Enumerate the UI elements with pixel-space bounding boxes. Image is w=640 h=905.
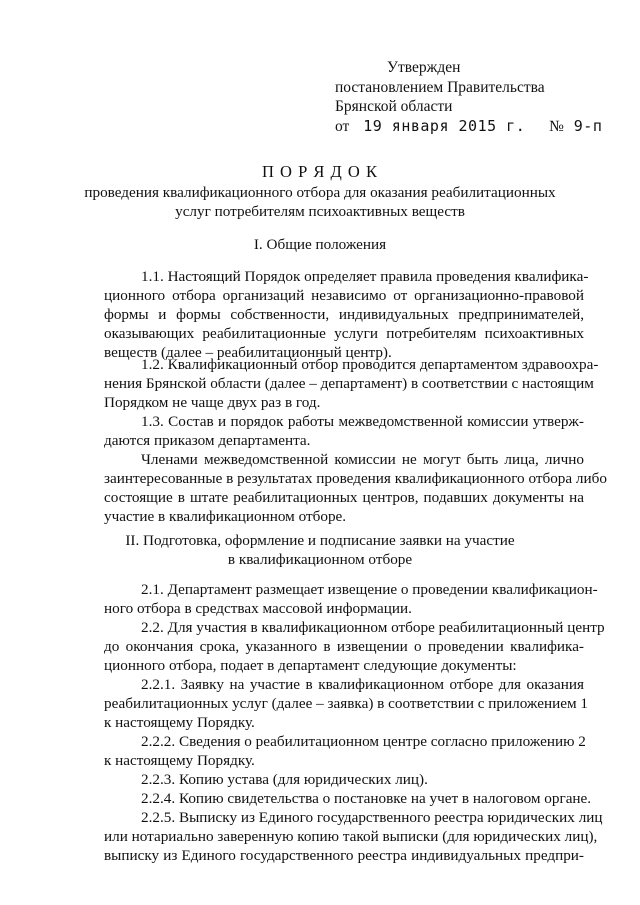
paragraph-line: 2.2.4. Копию свидетельства о постановке на учет в налоговом органе.: [141, 790, 592, 807]
handwritten-number: 9-п: [573, 116, 603, 135]
paragraph-line: 1.1. Настоящий Порядок определяет правила проведения квалифика-: [141, 268, 589, 285]
paragraph-line: или нотариально заверенную копию такой выписки (для юридических лиц),: [104, 828, 598, 845]
paragraph-line: выписку из Единого государственного реестра индивидуальных предпри-: [104, 847, 584, 864]
paragraph-line: даются приказом департамента.: [104, 432, 311, 449]
approval-line-approved: Утвержден: [387, 59, 461, 76]
paragraph-line: состоящие в штате реабилитационных центров, подавших документы на: [104, 489, 584, 506]
paragraph-line: ционного отбора, подает в департамент следующие документы:: [104, 657, 517, 674]
section-2-heading-line-1: II. Подготовка, оформление и подписание заявки на участие: [125, 532, 515, 549]
handwritten-date: 19 января 2015 г.: [363, 116, 526, 135]
paragraph-line: 1.2. Квалификационный отбор проводится департаментом здравоохра-: [141, 356, 599, 373]
paragraph-line: 2.2.2. Сведения о реабилитационном центре согласно приложению 2: [141, 733, 586, 750]
paragraph-line: заинтересованные в результатах проведения квалификационного отбора либо: [104, 470, 607, 487]
approval-line-resolution: постановлением Правительства: [335, 78, 545, 96]
paragraph-line: формы и формы собственности, индивидуальных предпринимателей,: [104, 306, 584, 323]
paragraph-line: ционного отбора организаций независимо от организационно-правовой: [104, 287, 584, 304]
approval-stamp: [335, 58, 602, 136]
paragraph-line: оказывающих реабилитационные услуги потребителям психоактивных: [104, 325, 584, 342]
paragraph-line: 2.2. Для участия в квалификационном отборе реабилитационный центр: [141, 619, 605, 636]
paragraph-line: 2.1. Департамент размещает извещение о проведении квалификацион-: [141, 581, 598, 598]
paragraph-line: реабилитационных услуг (далее – заявка) в соответствии с приложением 1: [104, 695, 588, 712]
paragraph-line: 1.3. Состав и порядок работы межведомственной комиссии утверж-: [141, 413, 584, 430]
approval-date-line: [335, 117, 602, 137]
paragraph-line: 2.2.3. Копию устава (для юридических лиц).: [141, 771, 428, 788]
date-prefix: от: [335, 117, 350, 135]
paragraph-line: Членами межведомственной комиссии не могут быть лица, лично: [141, 451, 584, 468]
doc-subtitle-line-2: услуг потребителям психоактивных веществ: [175, 203, 465, 220]
doc-title: П О Р Я Д О К: [262, 162, 378, 181]
paragraph-line: нения Брянской области (далее – департамент) в соответствии с настоящим: [104, 375, 594, 392]
paragraph-line: к настоящему Порядку.: [104, 752, 255, 769]
paragraph-line: ного отбора в средствах массовой информации.: [104, 600, 412, 617]
section-1-heading: I. Общие положения: [253, 236, 387, 253]
paragraph-line: участие в квалификационном отборе.: [104, 508, 347, 525]
paragraph-line: до окончания срока, указанного в извещении о проведении квалифика-: [104, 638, 584, 655]
number-prefix: №: [549, 117, 564, 135]
paragraph-line: к настоящему Порядку.: [104, 714, 255, 731]
approval-line-region: Брянской области: [335, 98, 453, 115]
paragraph-line: веществ (далее – реабилитационный центр).: [104, 344, 392, 361]
paragraph-line: 2.2.1. Заявку на участие в квалификационном отборе для оказания: [141, 676, 584, 693]
doc-subtitle-line-1: проведения квалификационного отбора для оказания реабилитационных: [84, 184, 556, 201]
section-2-heading-line-2: в квалификационном отборе: [227, 551, 413, 568]
paragraph-line: Порядком не чаще двух раз в год.: [104, 394, 321, 411]
paragraph-line: 2.2.5. Выписку из Единого государственного реестра юридических лиц: [141, 809, 603, 826]
